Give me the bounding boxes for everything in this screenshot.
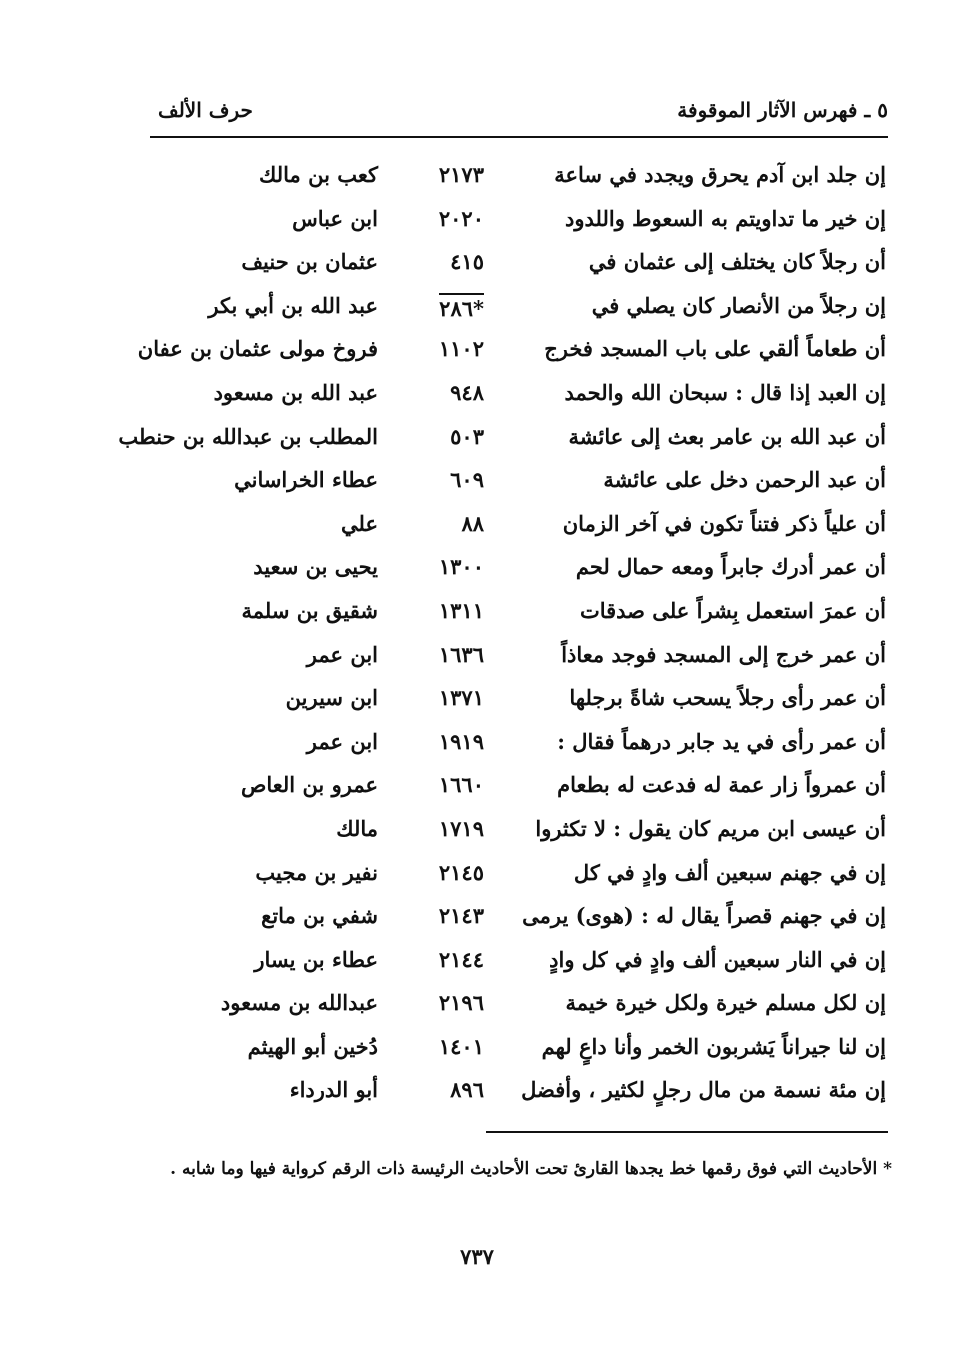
index-row xyxy=(0,374,954,418)
narrator: المطلب بن عبدالله بن حنطب xyxy=(118,423,378,449)
hadith-text: أن عمرواً زار عمة له فدعت له بطعام xyxy=(557,772,886,798)
narrator: عطاء بن يسار xyxy=(254,946,378,972)
index-row xyxy=(0,418,954,462)
index-row xyxy=(0,810,954,854)
hadith-text: إن في النار سبعين ألف وادٍ في كل وادٍ xyxy=(549,946,886,972)
narrator: عبد الله بن أبي بكر xyxy=(208,292,378,318)
index-list xyxy=(0,156,954,1115)
hadith-number: ٢٨٦* xyxy=(439,293,484,321)
hadith-text: أن عيسى ابن مريم كان يقول : لا تكثروا xyxy=(535,815,886,841)
hadith-number: ٨٨ xyxy=(461,510,484,536)
hadith-text: أن عمر خرج إلى المسجد فوجد معاذاً xyxy=(561,641,886,667)
narrator: يحيى بن سعيد xyxy=(253,554,378,580)
hadith-text: إن لنا جيراناً يَشربون الخمر وأنا داعٍ لهم xyxy=(541,1033,886,1059)
footnote: * الأحاديث التي فوق رقمها خط يجدها القارئ تحت الأحاديث الرئيسة ذات الرقم كرواية فيها وما شابه . xyxy=(170,1159,892,1179)
index-row xyxy=(0,1071,954,1115)
index-row xyxy=(0,679,954,723)
hadith-number: ٢١٤٣ xyxy=(438,903,484,929)
index-row xyxy=(0,200,954,244)
header-divider xyxy=(150,136,888,138)
index-row xyxy=(0,287,954,331)
hadith-number: ٢١٩٦ xyxy=(438,990,484,1016)
hadith-number: ٢١٧٣ xyxy=(438,162,484,187)
narrator: عمرو بن العاص xyxy=(240,772,378,798)
narrator: أبو الدرداء xyxy=(289,1077,378,1103)
hadith-number: ١٣٧١ xyxy=(438,685,484,711)
hadith-text: أن عمر أدرك جابراً ومعه حمال لحم xyxy=(575,554,886,580)
narrator: علي xyxy=(341,510,378,536)
hadith-number: ١٣٠٠ xyxy=(438,554,484,580)
hadith-number: ١٩١٩ xyxy=(438,728,484,754)
narrator: عبدالله بن مسعود xyxy=(220,990,378,1016)
narrator: ابن عمر xyxy=(306,728,378,754)
index-row xyxy=(0,505,954,549)
hadith-number: ٤١٥ xyxy=(450,249,484,275)
index-row xyxy=(0,156,954,200)
hadith-number: ٢١٤٥ xyxy=(438,859,484,885)
hadith-number: ١٦٣٦ xyxy=(438,641,484,667)
narrator: شقيق بن سلمة xyxy=(241,597,378,623)
index-row xyxy=(0,1028,954,1072)
narrator: شفي بن ماتع xyxy=(261,903,378,929)
hadith-text: إن رجلاً من الأنصار كان يصلي في xyxy=(591,292,886,318)
hadith-text: أن علياً ذكر فتناً تكون في آخر الزمان xyxy=(562,510,886,536)
hadith-text: أن رجلاً كان يختلف إلى عثمان في xyxy=(588,249,886,275)
hadith-number: ٦٠٩ xyxy=(450,467,484,493)
index-row xyxy=(0,592,954,636)
hadith-text: إن مئة نسمة من مال رجلٍ لكثير ، وأفضل xyxy=(521,1077,886,1103)
chapter-title: حرف الألف xyxy=(158,98,253,122)
hadith-number: ٨٩٦ xyxy=(450,1077,484,1103)
page-number: ٧٣٧ xyxy=(460,1244,494,1269)
hadith-text: أن عمر رأى في يد جابر درهماً فقال : xyxy=(557,728,886,754)
hadith-number: ١١٠٢ xyxy=(438,336,484,362)
hadith-text: إن خير ما تداويتم به السعوط واللدود xyxy=(565,205,886,231)
index-row xyxy=(0,243,954,287)
footnote-divider xyxy=(486,1131,888,1133)
index-row xyxy=(0,723,954,767)
narrator: مالك xyxy=(336,815,378,841)
hadith-text: أن طعاماً ألقي على باب المسجد فخرج xyxy=(544,336,886,362)
hadith-text: إن في جهنم سبعين ألف وادٍ في كل xyxy=(573,859,886,885)
narrator: ابن عمر xyxy=(306,641,378,667)
index-row xyxy=(0,854,954,898)
narrator: فروخ مولى عثمان بن عفان xyxy=(137,336,378,362)
hadith-text: أن عبد الرحمن دخل على عائشة xyxy=(603,467,886,493)
narrator: عبد الله بن مسعود xyxy=(213,379,378,405)
narrator: ابن عباس xyxy=(292,205,378,231)
hadith-number: ٩٤٨ xyxy=(450,379,484,405)
hadith-number: ١٦٦٠ xyxy=(438,772,484,798)
narrator: كعب بن مالك xyxy=(259,162,378,187)
index-row xyxy=(0,330,954,374)
hadith-number: ١٣١١ xyxy=(438,597,484,623)
index-row xyxy=(0,766,954,810)
section-title: ٥ ـ فهرس الآثار الموقوفة xyxy=(677,98,888,122)
hadith-text: إن لكل مسلم خيرة ولكل خيرة خيمة xyxy=(565,990,886,1016)
hadith-text: إن جلد ابن آدم يحرق ويجدد في ساعة xyxy=(554,162,886,187)
hadith-text: أن عبد الله بن عامر بعث إلى عائشة xyxy=(568,423,886,449)
index-row xyxy=(0,984,954,1028)
index-row xyxy=(0,461,954,505)
narrator: دُخين أبو الهيثم xyxy=(247,1033,378,1059)
index-row xyxy=(0,941,954,985)
hadith-text: أن عمر رأى رجلاً يسحب شاةً برجلها xyxy=(569,685,886,711)
index-row xyxy=(0,548,954,592)
narrator: نفير بن مجيب xyxy=(255,859,378,885)
index-row xyxy=(0,897,954,941)
narrator: عطاء الخراساني xyxy=(234,467,378,493)
hadith-number: ٢١٤٤ xyxy=(438,946,484,972)
index-row xyxy=(0,636,954,680)
hadith-text: إن في جهنم قصراً يقال له : (هوى) يرمى xyxy=(522,903,886,929)
narrator: ابن سيرين xyxy=(285,685,378,711)
hadith-number: ١٤٠١ xyxy=(438,1033,484,1059)
hadith-number: ١٧١٩ xyxy=(438,815,484,841)
hadith-text: أن عمرَ استعمل بِشراً على صدقات xyxy=(579,597,886,623)
narrator: عثمان بن حنيف xyxy=(241,249,378,275)
hadith-text: إن العبد إذا قال : سبحان الله والحمد xyxy=(564,379,886,405)
hadith-number: ٢٠٢٠ xyxy=(438,205,484,231)
hadith-number: ٥٠٣ xyxy=(450,423,484,449)
